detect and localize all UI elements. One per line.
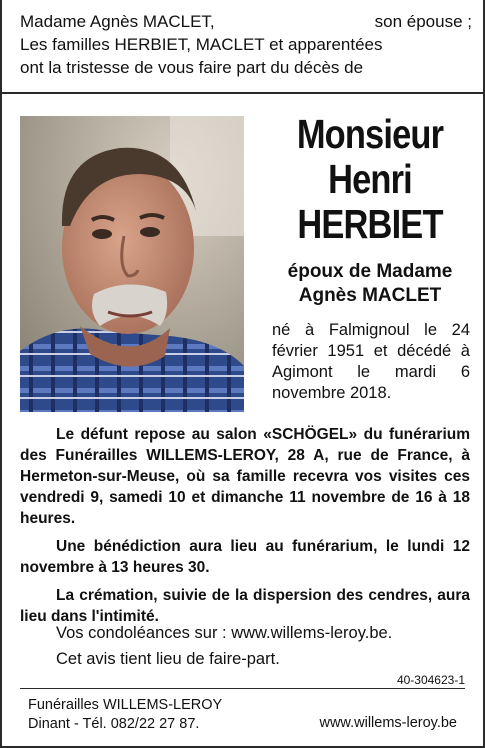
condolences-line: Vos condoléances sur : www.willems-leroy.be. [56,624,393,642]
details-paragraph-cremation: La crémation, suivie de la dispersion des cendres, aura lieu dans l'intimité. [20,587,470,625]
reference-number: 40-304623-1 [396,673,465,687]
notice-line: Cet avis tient lieu de faire-part. [56,650,280,668]
deceased-first-name: Henri [328,156,412,202]
intro-announcement: ont la tristesse de vous faire part du décès de [20,58,364,77]
intro-spouse-name: Madame Agnès MACLET, [20,12,215,31]
intro-block [20,10,472,79]
deceased-title: Monsieur [296,111,444,157]
footer-company: Funérailles WILLEMS-LEROY [28,697,223,713]
birth-death-info: né à Falmignoul le 24 février 1951 et décédé à Agimont le mardi 6 novembre 2018. [272,321,470,402]
intro-spouse-role: son épouse ; [374,12,472,31]
details-paragraph-viewing: Le défunt repose au salon «SCHÖGEL» du funérarium des Funérailles WILLEMS-LEROY, 28 A, rue de France, à Hermeton-sur-Meuse, où sa famille recevra vos visites ces vendredi 9, samedi 10 et dimanche 11 novembre de 16 à 18 heures. [20,426,470,527]
spouse-line-1: époux de Madame [287,261,453,282]
footer-website-link[interactable]: www.willems-leroy.be [319,715,457,731]
intro-row-1 [20,10,472,33]
spouse-info [260,260,480,308]
bottom-divider [20,688,465,689]
spouse-line-2: Agnès MACLET [298,285,442,306]
details-paragraph-blessing: Une bénédiction aura lieu au funérarium, le lundi 12 novembre à 13 heures 30. [20,538,470,576]
intro-families: Les familles HERBIET, MACLET et apparentées [20,35,383,54]
funeral-details [20,424,470,634]
deceased-name [278,112,463,247]
footer-company-block [28,696,222,734]
footer-contact: Dinant - Tél. 082/22 27 87. [28,716,200,732]
deceased-last-name: HERBIET [297,201,443,247]
top-divider [2,92,483,94]
deceased-photo [20,116,244,412]
